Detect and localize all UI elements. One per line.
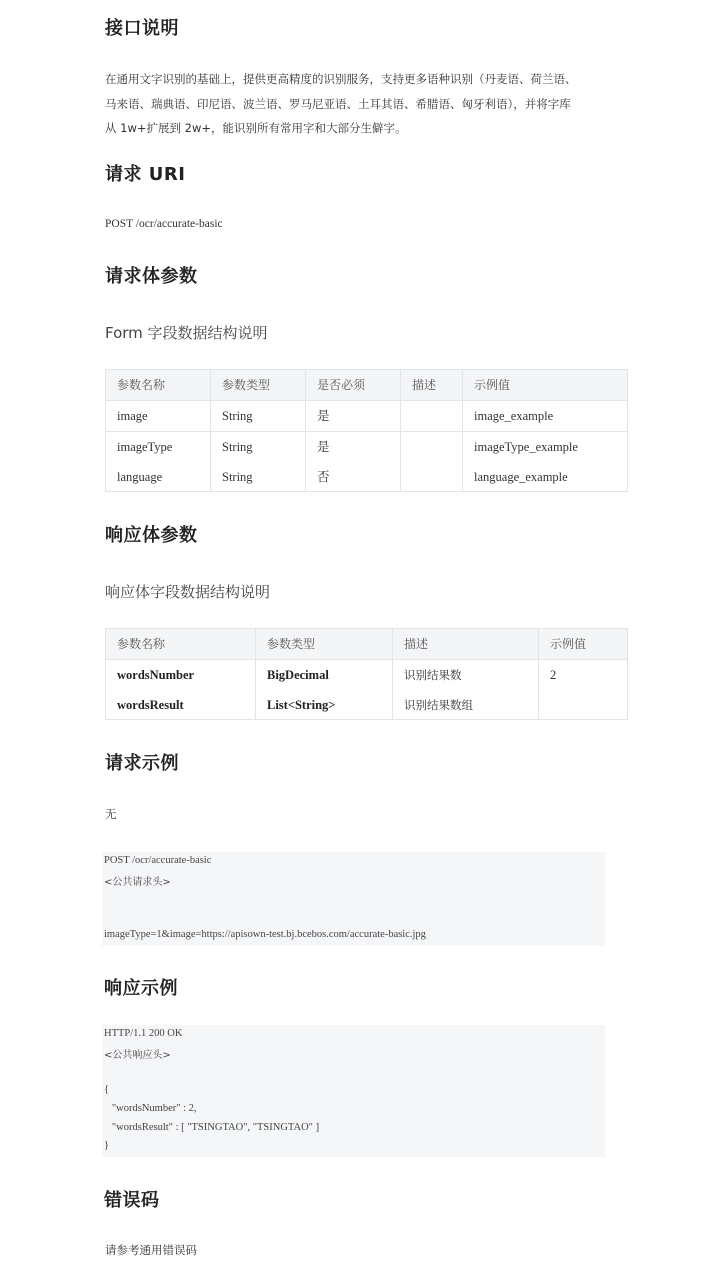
request-body-subtitle: Form 字段数据结构说明 [105, 324, 268, 342]
code-line: "wordsNumber" : 2, [104, 1103, 197, 1114]
table-header-cell: 参数名称 [117, 378, 166, 392]
table-cell: List<String> [255, 690, 335, 720]
table-cell [538, 690, 550, 720]
description-line: 马来语、瑞典语、印尼语、波兰语、罗马尼亚语、土耳其语、希腊语、匈牙利语），并将字库 [105, 96, 571, 111]
table-cell: wordsResult [117, 698, 184, 712]
section-title-request-example: 请求示例 [105, 753, 179, 774]
table-row [106, 462, 627, 492]
table-row [106, 401, 627, 431]
description-line: 在通用文字识别的基础上，提供更高精度的识别服务，支持更多语种识别（丹麦语、荷兰语、 [105, 72, 577, 86]
table-cell: 否 [305, 462, 330, 492]
description-line: 从 1w+扩展到 2w+，能识别所有常用字和大部分生僻字。 [105, 121, 407, 135]
response-body-subtitle: 响应体字段数据结构说明 [105, 583, 271, 601]
table-header-cell: 参数类型 [210, 370, 305, 400]
table-cell: image_example [462, 401, 553, 431]
response-params-table [105, 628, 628, 720]
error-codes-note: 请参考通用错误码 [105, 1243, 197, 1257]
section-title-request-uri: 请求 URI [105, 164, 186, 185]
table-header-cell: 示例值 [538, 629, 627, 659]
table-cell: 2 [538, 660, 556, 690]
table-header-cell: 描述 [392, 629, 538, 659]
request-uri-value: POST /ocr/accurate-basic [105, 218, 223, 230]
table-header-cell: 描述 [400, 370, 462, 400]
table-header-row [106, 370, 627, 401]
table-cell: 识别结果数组 [392, 690, 473, 720]
table-cell: imageType [117, 440, 173, 454]
table-cell: language [117, 470, 163, 484]
code-line: "wordsResult" : [ "TSINGTAO", "TSINGTAO" ] [104, 1122, 320, 1133]
table-header-row [106, 629, 627, 660]
section-title-response-example: 响应示例 [104, 978, 178, 999]
request-example-code-block [102, 852, 605, 946]
table-row [106, 431, 627, 462]
code-line: <公共请求头> [104, 877, 171, 888]
table-cell: image [117, 409, 148, 423]
table-row [106, 690, 627, 720]
code-line: imageType=1&image=https://apisown-test.bj.bcebos.com/accurate-basic.jpg [104, 929, 426, 940]
table-cell: 是 [305, 432, 330, 462]
section-title-response-body: 响应体参数 [105, 525, 198, 546]
table-cell [400, 462, 412, 492]
code-line: HTTP/1.1 200 OK [104, 1028, 183, 1039]
table-cell: String [210, 432, 253, 462]
code-line: } [104, 1140, 110, 1151]
code-line: POST /ocr/accurate-basic [104, 855, 212, 866]
table-header-cell: 是否必须 [305, 370, 400, 400]
table-cell: language_example [462, 462, 568, 492]
table-row [106, 660, 627, 690]
table-header-cell: 示例值 [462, 370, 627, 400]
section-title-api-description: 接口说明 [105, 18, 179, 39]
section-title-request-body: 请求体参数 [105, 266, 198, 287]
table-cell [400, 432, 412, 462]
table-cell [400, 401, 412, 431]
api-description-text [105, 67, 615, 141]
table-cell: 识别结果数 [392, 660, 462, 690]
table-header-cell: 参数名称 [117, 637, 166, 651]
response-example-code-block [102, 1025, 605, 1157]
table-cell: 是 [305, 401, 330, 431]
table-header-cell: 参数类型 [255, 629, 392, 659]
request-example-note: 无 [105, 807, 117, 821]
table-cell: String [210, 462, 253, 492]
request-params-table [105, 369, 628, 492]
table-cell: imageType_example [462, 432, 578, 462]
table-cell: wordsNumber [117, 668, 195, 682]
table-cell: String [210, 401, 253, 431]
code-line: <公共响应头> [104, 1050, 171, 1061]
code-line: { [104, 1084, 110, 1095]
table-cell: BigDecimal [255, 660, 329, 690]
section-title-error-codes: 错误码 [104, 1190, 160, 1211]
